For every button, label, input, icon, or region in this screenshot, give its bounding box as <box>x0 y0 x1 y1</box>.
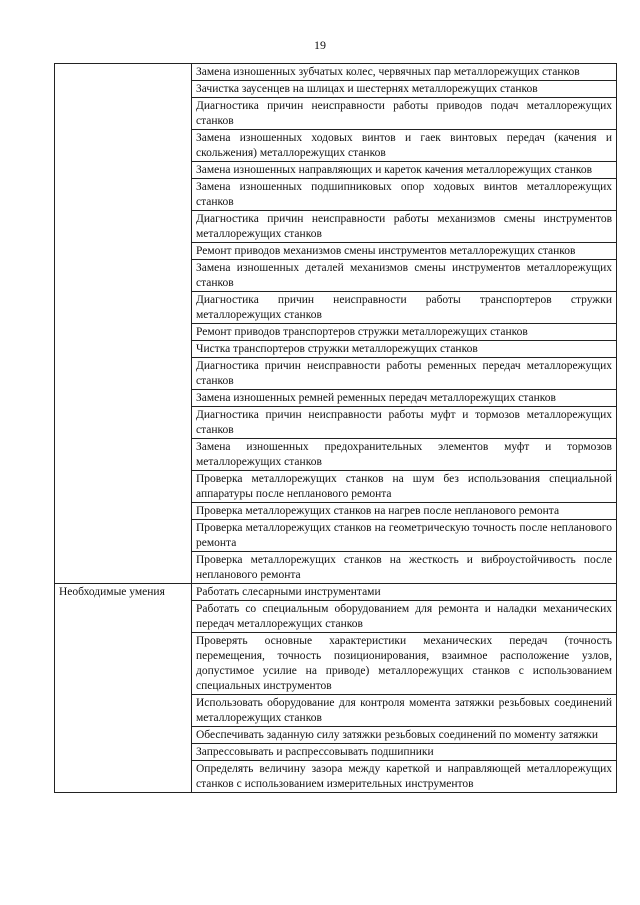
action-item: Замена изношенных ремней ременных передач металлорежущих станков <box>192 390 617 407</box>
action-item: Проверка металлорежущих станков на шум без использования специальной аппаратуры после непланового ремонта <box>192 471 617 503</box>
action-item: Проверка металлорежущих станков на нагрев после непланового ремонта <box>192 503 617 520</box>
table-row <box>55 64 617 81</box>
action-item: Проверять основные характеристики механических передач (точность перемещения, точность позиционирования, взаимное расположение узлов, допустимое усилие на приводе) металлорежущих станков с использованием специальных инструментов <box>192 633 617 695</box>
action-item: Определять величину зазора между кареткой и направляющей металлорежущих станков с использованием измерительных инструментов <box>192 761 617 793</box>
action-item: Замена изношенных направляющих и кареток качения металлорежущих станков <box>192 162 617 179</box>
action-item: Диагностика причин неисправности работы ременных передач металлорежущих станков <box>192 358 617 390</box>
action-item: Использовать оборудование для контроля момента затяжки резьбовых соединений металлорежущих станков <box>192 695 617 727</box>
action-item: Диагностика причин неисправности работы транспортеров стружки металлорежущих станков <box>192 292 617 324</box>
action-item: Диагностика причин неисправности работы муфт и тормозов металлорежущих станков <box>192 407 617 439</box>
action-item: Замена изношенных предохранительных элементов муфт и тормозов металлорежущих станков <box>192 439 617 471</box>
action-item: Ремонт приводов транспортеров стружки металлорежущих станков <box>192 324 617 341</box>
action-item: Замена изношенных подшипниковых опор ходовых винтов металлорежущих станков <box>192 179 617 211</box>
action-item: Зачистка заусенцев на шлицах и шестернях металлорежущих станков <box>192 81 617 98</box>
action-item: Ремонт приводов механизмов смены инструментов металлорежущих станков <box>192 243 617 260</box>
action-item: Работать слесарными инструментами <box>192 584 617 601</box>
action-item: Диагностика причин неисправности работы механизмов смены инструментов металлорежущих станков <box>192 211 617 243</box>
competency-table <box>54 63 617 793</box>
action-item: Проверка металлорежущих станков на жесткость и виброустойчивость после непланового ремонта <box>192 552 617 584</box>
action-item: Работать со специальным оборудованием для ремонта и наладки механических передач металлорежущих станков <box>192 601 617 633</box>
action-item: Запрессовывать и распрессовывать подшипники <box>192 744 617 761</box>
action-item: Замена изношенных ходовых винтов и гаек винтовых передач (качения и скольжения) металлорежущих станков <box>192 130 617 162</box>
section-label <box>55 64 192 584</box>
action-item: Диагностика причин неисправности работы приводов подач металлорежущих станков <box>192 98 617 130</box>
page-number: 19 <box>314 38 326 52</box>
table-row <box>55 584 617 601</box>
action-item: Обеспечивать заданную силу затяжки резьбовых соединений по моменту затяжки <box>192 727 617 744</box>
action-item: Замена изношенных зубчатых колес, червячных пар металлорежущих станков <box>192 64 617 81</box>
section-label: Необходимые умения <box>55 584 192 793</box>
action-item: Чистка транспортеров стружки металлорежущих станков <box>192 341 617 358</box>
action-item: Проверка металлорежущих станков на геометрическую точность после непланового ремонта <box>192 520 617 552</box>
action-item: Замена изношенных деталей механизмов смены инструментов металлорежущих станков <box>192 260 617 292</box>
competency-table-body <box>55 64 617 793</box>
